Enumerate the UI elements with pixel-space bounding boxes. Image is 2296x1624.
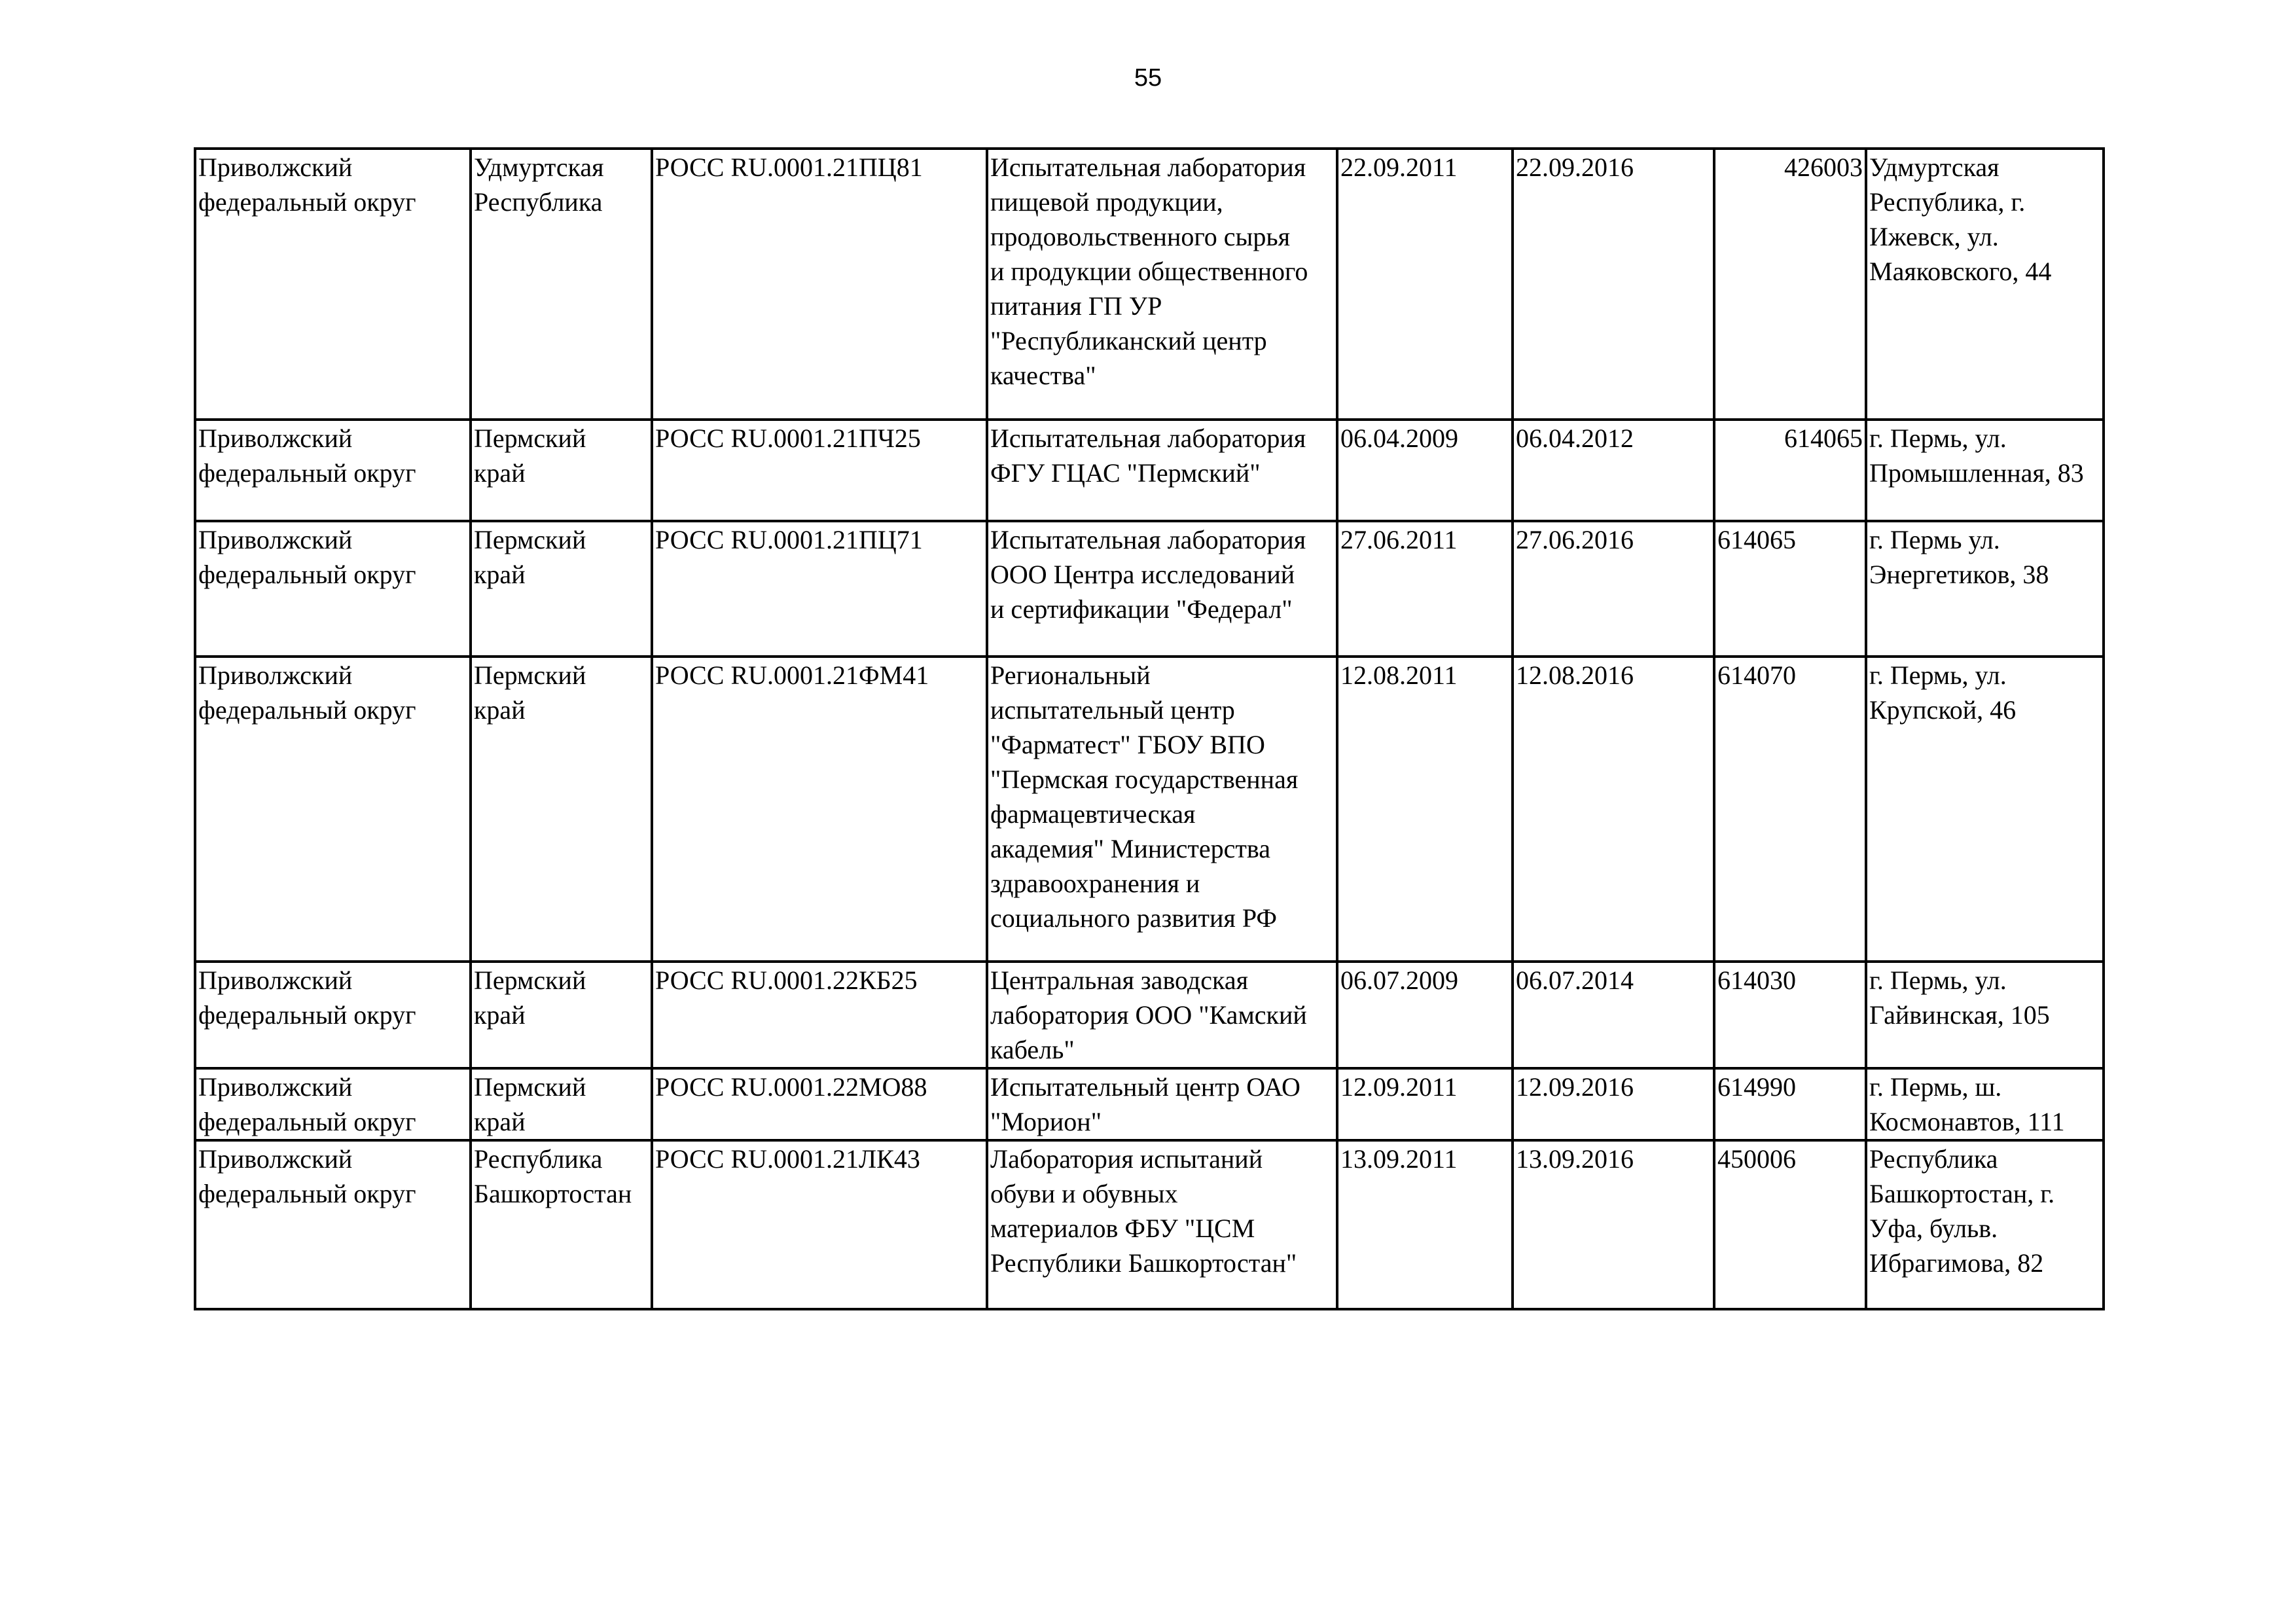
page-number: 55 xyxy=(1134,64,1162,92)
address-cell: Удмуртская Республика, г. Ижевск, ул. Маяковского, 44 xyxy=(1866,149,2104,420)
district-cell: Приволжский федеральный округ xyxy=(195,521,471,657)
organization-cell: Испытательная лаборатория ООО Центра исследований и сертификации "Федерал" xyxy=(987,521,1337,657)
date-from-cell: 27.06.2011 xyxy=(1337,521,1513,657)
organization-cell: Испытательный центр ОАО "Морион" xyxy=(987,1068,1337,1140)
district-cell: Приволжский федеральный округ xyxy=(195,1140,471,1309)
table-row xyxy=(195,149,2104,420)
region-cell: Пермский край xyxy=(471,420,652,521)
organization-cell: Испытательная лаборатория пищевой продукции, продовольственного сырья и продукции общественного питания ГП УР "Республиканский центр качества" xyxy=(987,149,1337,420)
table-row xyxy=(195,657,2104,962)
address-cell: г. Пермь, ул. Промышленная, 83 xyxy=(1866,420,2104,521)
address-cell: г. Пермь, ул. Гайвинская, 105 xyxy=(1866,962,2104,1068)
address-cell: г. Пермь ул. Энергетиков, 38 xyxy=(1866,521,2104,657)
date-from-cell: 22.09.2011 xyxy=(1337,149,1513,420)
table-row xyxy=(195,962,2104,1068)
zip-cell: 614990 xyxy=(1714,1068,1866,1140)
district-cell: Приволжский федеральный округ xyxy=(195,420,471,521)
date-to-cell: 06.04.2012 xyxy=(1513,420,1714,521)
cert-number-cell: РОСС RU.0001.21ПЦ71 xyxy=(652,521,987,657)
date-from-cell: 12.08.2011 xyxy=(1337,657,1513,962)
date-to-cell: 06.07.2014 xyxy=(1513,962,1714,1068)
zip-cell: 450006 xyxy=(1714,1140,1866,1309)
region-cell: Удмуртская Республика xyxy=(471,149,652,420)
date-from-cell: 06.07.2009 xyxy=(1337,962,1513,1068)
date-to-cell: 12.08.2016 xyxy=(1513,657,1714,962)
date-to-cell: 12.09.2016 xyxy=(1513,1068,1714,1140)
table-row xyxy=(195,521,2104,657)
cert-number-cell: РОСС RU.0001.21ЛК43 xyxy=(652,1140,987,1309)
district-cell: Приволжский федеральный округ xyxy=(195,962,471,1068)
date-to-cell: 22.09.2016 xyxy=(1513,149,1714,420)
address-cell: Республика Башкортостан, г. Уфа, бульв. Ибрагимова, 82 xyxy=(1866,1140,2104,1309)
cert-number-cell: РОСС RU.0001.21ПЦ81 xyxy=(652,149,987,420)
organization-cell: Центральная заводская лаборатория ООО "Камский кабель" xyxy=(987,962,1337,1068)
cert-number-cell: РОСС RU.0001.21ПЧ25 xyxy=(652,420,987,521)
table-row xyxy=(195,1140,2104,1309)
address-cell: г. Пермь, ул. Крупской, 46 xyxy=(1866,657,2104,962)
organization-cell: Испытательная лаборатория ФГУ ГЦАС "Пермский" xyxy=(987,420,1337,521)
lab-registry-table xyxy=(194,147,2105,1310)
region-cell: Пермский край xyxy=(471,657,652,962)
zip-cell: 426003 xyxy=(1714,149,1866,420)
region-cell: Пермский край xyxy=(471,962,652,1068)
address-cell: г. Пермь, ш. Космонавтов, 111 xyxy=(1866,1068,2104,1140)
region-cell: Пермский край xyxy=(471,521,652,657)
region-cell: Республика Башкортостан xyxy=(471,1140,652,1309)
cert-number-cell: РОСС RU.0001.21ФМ41 xyxy=(652,657,987,962)
zip-cell: 614065 xyxy=(1714,420,1866,521)
district-cell: Приволжский федеральный округ xyxy=(195,1068,471,1140)
zip-cell: 614065 xyxy=(1714,521,1866,657)
zip-cell: 614070 xyxy=(1714,657,1866,962)
district-cell: Приволжский федеральный округ xyxy=(195,149,471,420)
region-cell: Пермский край xyxy=(471,1068,652,1140)
date-to-cell: 13.09.2016 xyxy=(1513,1140,1714,1309)
organization-cell: Лаборатория испытаний обуви и обувных материалов ФБУ "ЦСМ Республики Башкортостан" xyxy=(987,1140,1337,1309)
zip-cell: 614030 xyxy=(1714,962,1866,1068)
cert-number-cell: РОСС RU.0001.22КБ25 xyxy=(652,962,987,1068)
date-from-cell: 13.09.2011 xyxy=(1337,1140,1513,1309)
table-row xyxy=(195,1068,2104,1140)
date-from-cell: 12.09.2011 xyxy=(1337,1068,1513,1140)
date-from-cell: 06.04.2009 xyxy=(1337,420,1513,521)
table-row xyxy=(195,420,2104,521)
date-to-cell: 27.06.2016 xyxy=(1513,521,1714,657)
cert-number-cell: РОСС RU.0001.22МО88 xyxy=(652,1068,987,1140)
organization-cell: Региональный испытательный центр "Фарматест" ГБОУ ВПО "Пермская государственная фармацевтическая академия" Министерства здравоохранения и социального развития РФ xyxy=(987,657,1337,962)
district-cell: Приволжский федеральный округ xyxy=(195,657,471,962)
